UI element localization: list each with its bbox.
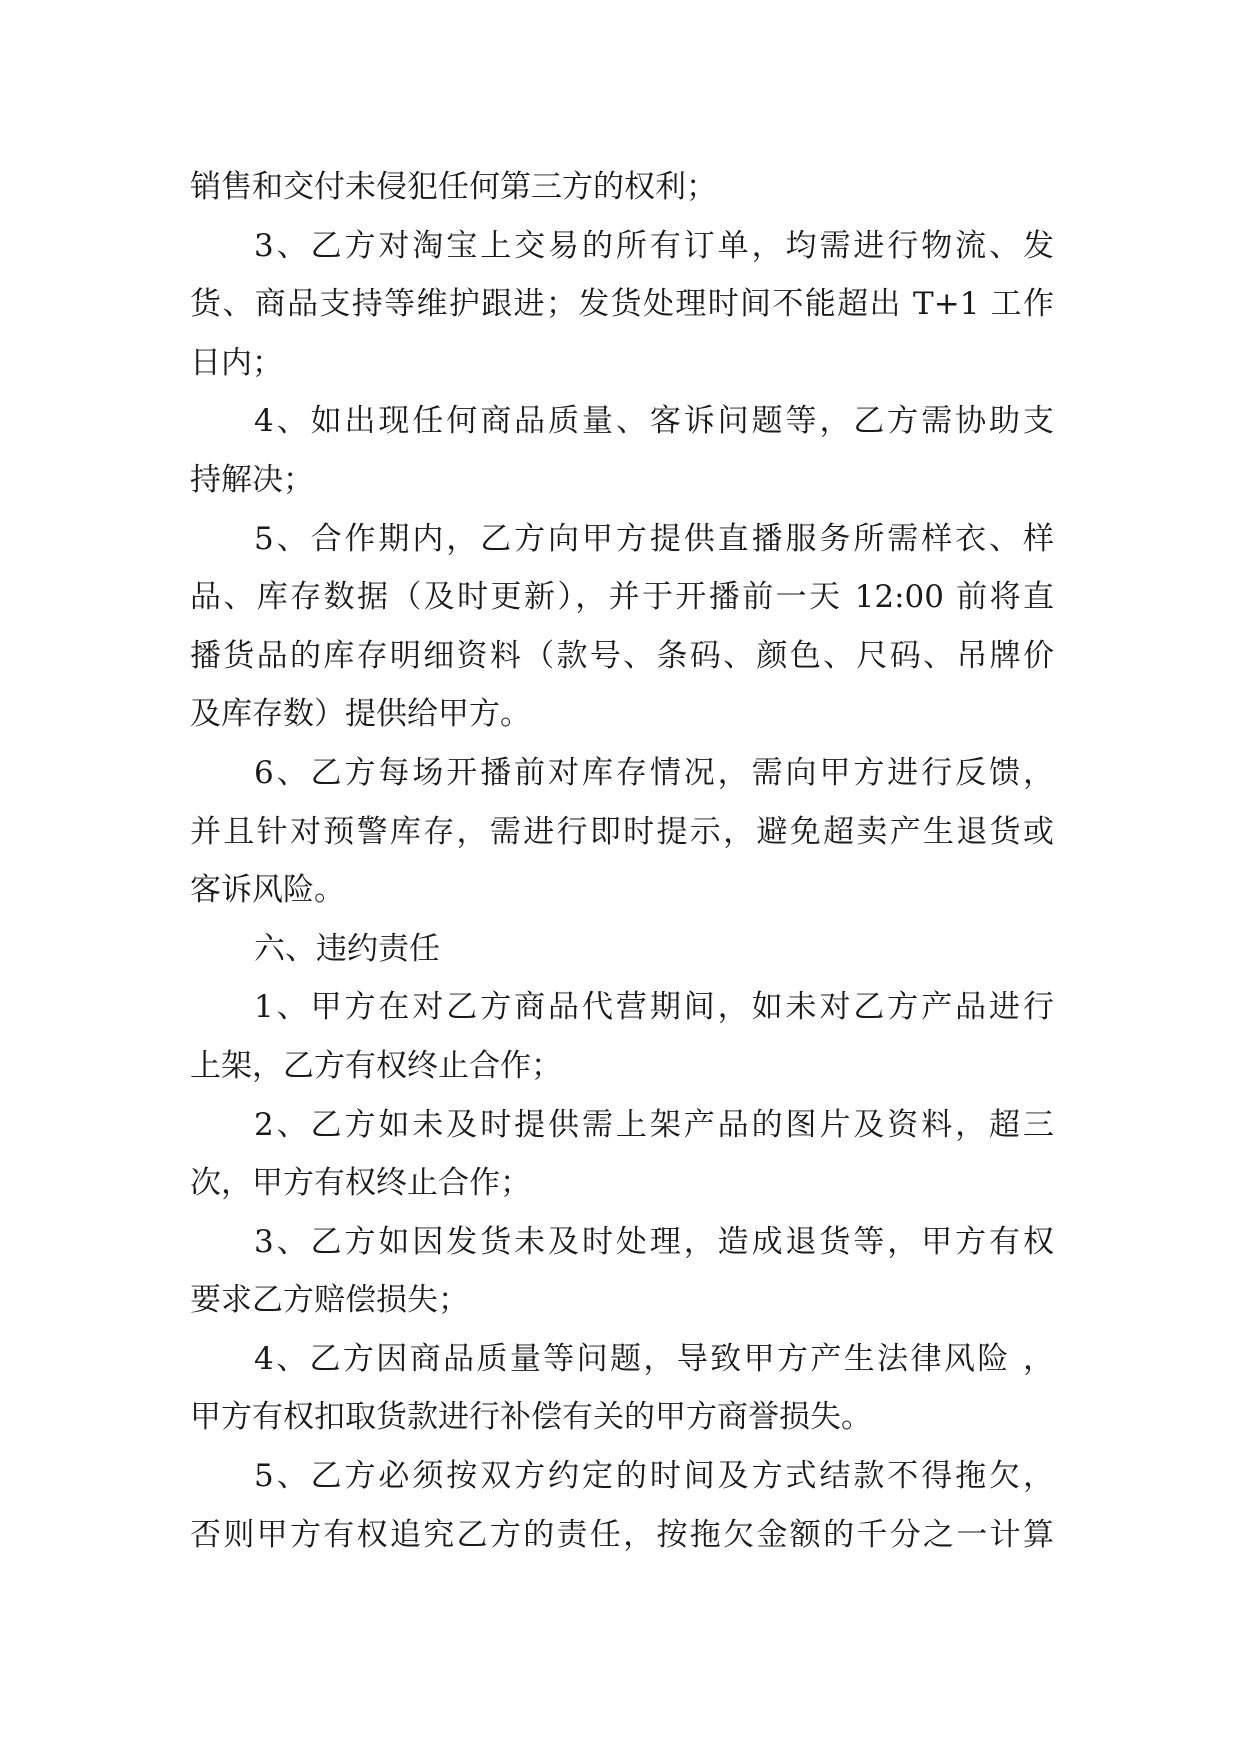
text-line: 5、乙方必须按双方约定的时间及方式结款不得拖欠， bbox=[254, 1458, 1054, 1495]
text-line: 5、合作期内，乙方向甲方提供直播服务所需样衣、样 bbox=[254, 520, 1054, 557]
text-line: 6、乙方每场开播前对库存情况，需向甲方进行反馈， bbox=[254, 754, 1054, 791]
text-line: 品、库存数据（及时更新），并于开播前一天 12:00 前将直 bbox=[190, 579, 1054, 616]
text-line: 次，甲方有权终止合作； bbox=[190, 1165, 531, 1202]
text-line: 4、乙方因商品质量等问题，导致甲方产生法律风险 ， bbox=[254, 1340, 1054, 1377]
text-line: 并且针对预警库存，需进行即时提示，避免超卖产生退货或 bbox=[190, 813, 1054, 850]
text-line: 持解决； bbox=[190, 461, 314, 498]
text-line: 客诉风险。 bbox=[190, 872, 345, 909]
document-body bbox=[190, 158, 1054, 1564]
text-line: 3、乙方如因发货未及时处理，造成退货等，甲方有权 bbox=[254, 1223, 1054, 1260]
text-line: 3、乙方对淘宝上交易的所有订单，均需进行物流、发 bbox=[254, 227, 1054, 264]
section-heading: 六、违约责任 bbox=[254, 930, 440, 967]
text-line: 1、甲方在对乙方商品代营期间，如未对乙方产品进行 bbox=[254, 989, 1054, 1026]
text-line: 上架，乙方有权终止合作； bbox=[190, 1047, 562, 1084]
text-line: 及库存数）提供给甲方。 bbox=[190, 696, 531, 733]
text-line: 要求乙方赔偿损失； bbox=[190, 1282, 469, 1319]
text-line: 甲方有权扣取货款进行补偿有关的甲方商誉损失。 bbox=[190, 1399, 872, 1436]
text-line: 销售和交付未侵犯任何第三方的权利； bbox=[190, 169, 717, 205]
text-line: 否则甲方有权追究乙方的责任，按拖欠金额的千分之一计算 bbox=[190, 1516, 1054, 1553]
text-line: 播货品的库存明细资料（款号、条码、颜色、尺码、吊牌价 bbox=[190, 637, 1054, 674]
text-line: 2、乙方如未及时提供需上架产品的图片及资料，超三 bbox=[254, 1106, 1054, 1143]
text-line: 日内； bbox=[190, 344, 283, 381]
text-line: 4、如出现任何商品质量、客诉问题等，乙方需协助支 bbox=[254, 403, 1054, 440]
text-line: 货、商品支持等维护跟进；发货处理时间不能超出 T+1 工作 bbox=[190, 286, 1054, 323]
